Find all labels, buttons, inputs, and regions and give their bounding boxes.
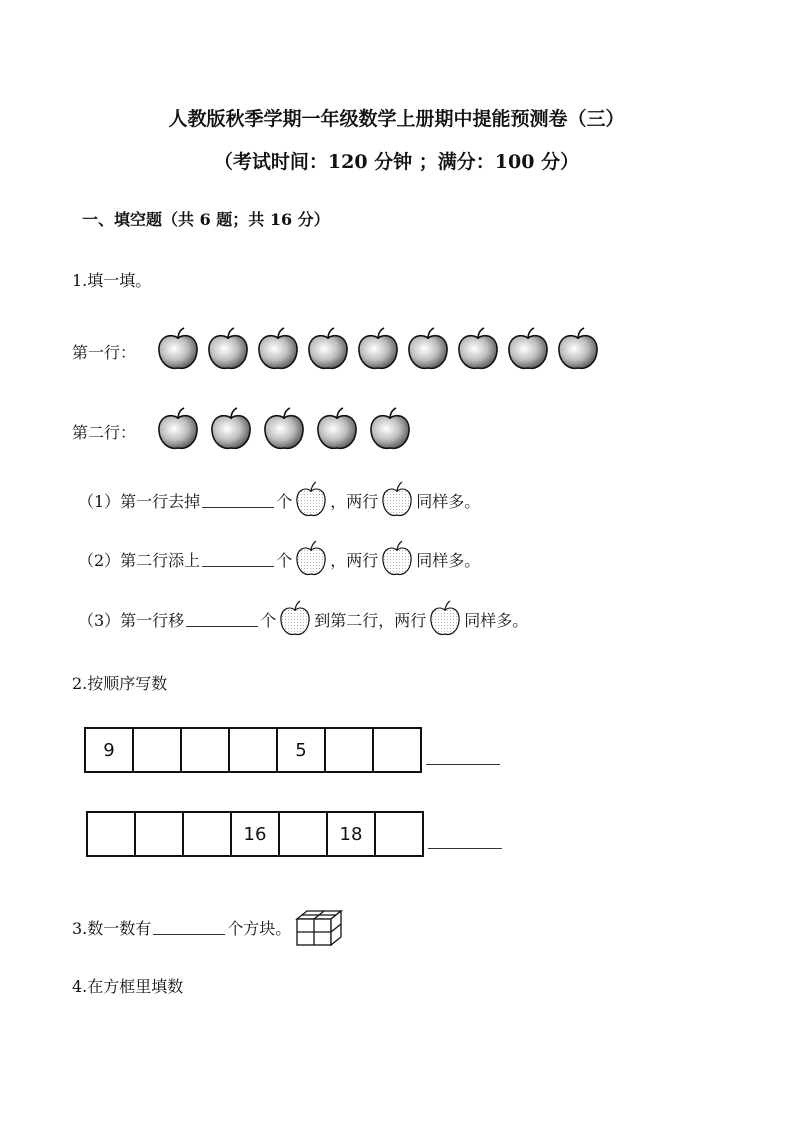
sequence-cell[interactable] bbox=[136, 813, 184, 855]
sub3-suffix: 同样多。 bbox=[464, 610, 529, 630]
q3-prefix: 3.数一数有 bbox=[72, 918, 152, 938]
apple-icon bbox=[155, 326, 201, 372]
sub1-mid: ，两行 bbox=[330, 491, 379, 511]
sequence-boxes bbox=[86, 811, 424, 857]
question-4-label: 4.在方框里填数 bbox=[72, 977, 184, 996]
apple-icon bbox=[405, 326, 451, 372]
section-heading: 一、填空题（共 6 题；共 16 分） bbox=[82, 210, 330, 229]
sub1-answer-blank[interactable] bbox=[202, 493, 274, 508]
apple-icon bbox=[380, 481, 414, 519]
sub2-mid: ，两行 bbox=[330, 550, 379, 570]
q3-answer-blank[interactable] bbox=[153, 920, 225, 935]
apple-icon bbox=[314, 406, 360, 452]
q1-sub2 bbox=[78, 540, 480, 578]
row2-apples bbox=[155, 406, 413, 452]
apple-icon bbox=[278, 600, 312, 638]
q1-sub1 bbox=[78, 481, 480, 519]
sub2-answer-blank[interactable] bbox=[202, 552, 274, 567]
apple-icon bbox=[380, 540, 414, 578]
row2-label: 第二行： bbox=[72, 423, 137, 442]
sub1-after-blank: 个 bbox=[276, 491, 293, 511]
sub2-suffix: 同样多。 bbox=[416, 550, 481, 570]
sequence-cell[interactable] bbox=[376, 813, 422, 855]
sequence-cell: 18 bbox=[328, 813, 376, 855]
apple-icon bbox=[155, 406, 201, 452]
sub3-prefix: （3）第一行移 bbox=[78, 610, 185, 630]
sequence-cell[interactable] bbox=[182, 729, 230, 771]
apple-icon bbox=[294, 481, 328, 519]
sequence-cell[interactable] bbox=[88, 813, 136, 855]
sub2-prefix: （2）第二行添上 bbox=[78, 550, 201, 570]
apple-icon bbox=[208, 406, 254, 452]
question-1-label: 1.填一填。 bbox=[72, 271, 152, 290]
apple-icon bbox=[261, 406, 307, 452]
question-2-label: 2.按顺序写数 bbox=[72, 674, 168, 693]
sequence-cell[interactable] bbox=[326, 729, 374, 771]
row1-label: 第一行： bbox=[72, 343, 137, 362]
page-subtitle: （考试时间：120 分钟 ；满分：100 分） bbox=[213, 151, 580, 173]
apple-icon bbox=[428, 600, 462, 638]
sequence-cell[interactable] bbox=[280, 813, 328, 855]
cube-blocks-icon bbox=[295, 905, 343, 949]
apple-icon bbox=[367, 406, 413, 452]
sequence-2-answer-blank[interactable] bbox=[428, 847, 502, 849]
apple-icon bbox=[255, 326, 301, 372]
sub1-suffix: 同样多。 bbox=[416, 491, 481, 511]
sequence-cell[interactable] bbox=[374, 729, 420, 771]
sub3-mid: 到第二行，两行 bbox=[314, 610, 427, 630]
sequence-cell[interactable] bbox=[134, 729, 182, 771]
sequence-cell: 5 bbox=[278, 729, 326, 771]
sequence-row-2 bbox=[86, 811, 502, 857]
apple-icon bbox=[305, 326, 351, 372]
apple-icon bbox=[555, 326, 601, 372]
q1-sub3 bbox=[78, 600, 528, 638]
sequence-boxes bbox=[84, 727, 422, 773]
row1-apples bbox=[155, 326, 601, 372]
page-title: 人教版秋季学期一年级数学上册期中提能预测卷（三） bbox=[168, 108, 625, 130]
apple-icon bbox=[355, 326, 401, 372]
sequence-cell[interactable] bbox=[184, 813, 232, 855]
question-3 bbox=[72, 905, 343, 949]
sequence-1-answer-blank[interactable] bbox=[426, 763, 500, 765]
sequence-row-1 bbox=[84, 727, 500, 773]
sub3-after-blank: 个 bbox=[260, 610, 277, 630]
sequence-cell: 16 bbox=[232, 813, 280, 855]
apple-icon bbox=[294, 540, 328, 578]
sequence-cell[interactable] bbox=[230, 729, 278, 771]
sub2-after-blank: 个 bbox=[276, 550, 293, 570]
q3-suffix: 个方块。 bbox=[227, 918, 292, 938]
apple-icon bbox=[505, 326, 551, 372]
sequence-cell: 9 bbox=[86, 729, 134, 771]
apple-icon bbox=[205, 326, 251, 372]
sub3-answer-blank[interactable] bbox=[186, 612, 258, 627]
apple-icon bbox=[455, 326, 501, 372]
sub1-prefix: （1）第一行去掉 bbox=[78, 491, 201, 511]
